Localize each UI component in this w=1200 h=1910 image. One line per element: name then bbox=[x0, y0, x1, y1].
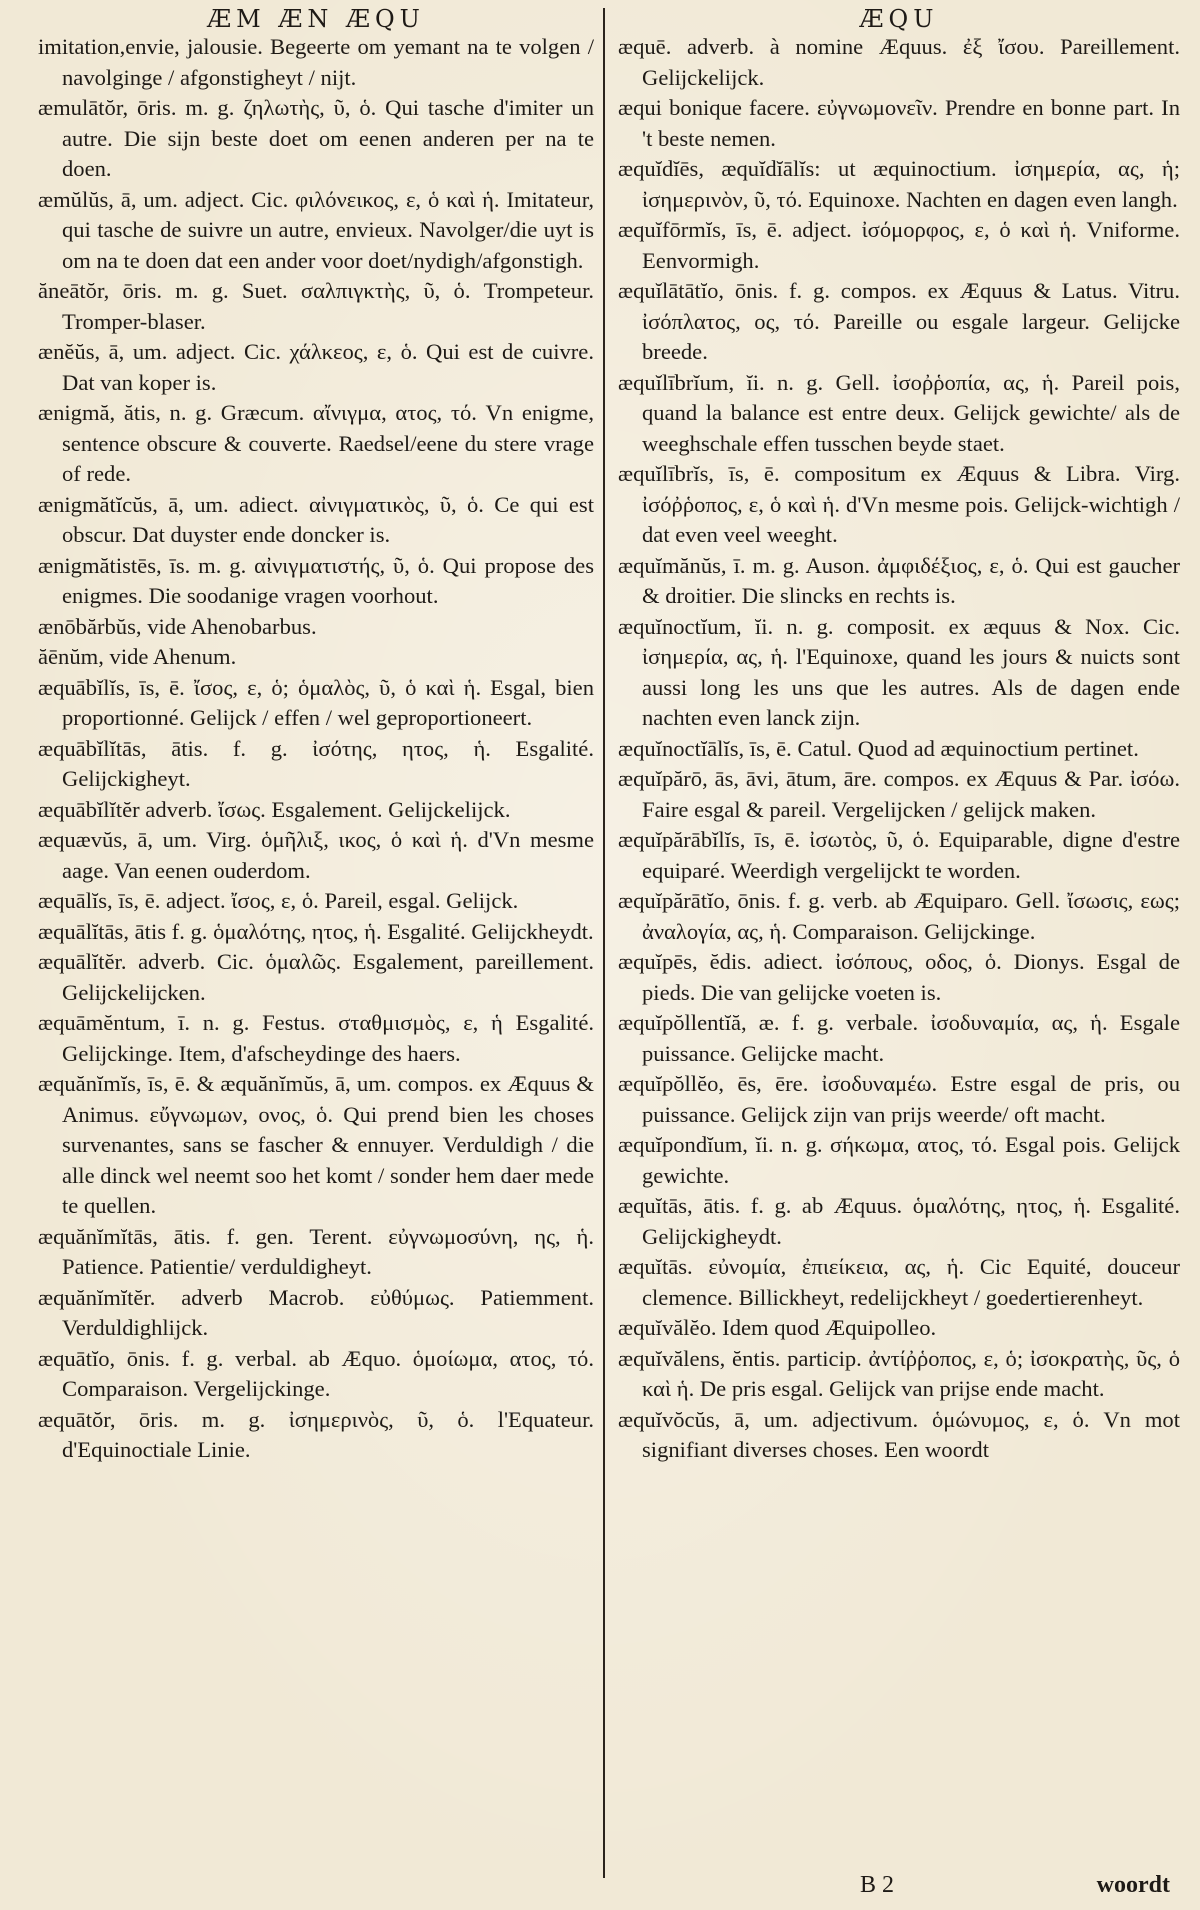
dictionary-entry: æquĭnoctĭālĭs, īs, ē. Catul. Quod ad æquinoctium pertinet. bbox=[618, 735, 1139, 761]
dictionary-entry: æquĭlātātĭo, ōnis. f. g. compos. ex Æquus & Latus. Vitru. ἰσόπλατος, ος, τό. Pareille ou esgale largeur. Gelijcke breede. bbox=[618, 278, 1180, 364]
dictionary-entry: æquĭpărātĭo, ōnis. f. g. verb. ab Æquiparo. Gell. ἴσωσις, εως; ἀναλογία, ας, ἡ. Comparaison. Gelijckinge. bbox=[618, 888, 1180, 944]
dictionary-entry: æquĭpondĭum, ĭi. n. g. σήκωμα, ατος, τό. Esgal pois. Gelijck gewichte. bbox=[618, 1132, 1180, 1188]
dictionary-entry: æquālĭtās, ātis f. g. ὁμαλότης, ητος, ἡ. Esgalité. Gelijckheydt. bbox=[38, 918, 594, 944]
dictionary-entry: æmŭlŭs, ā, um. adject. Cic. φιλόνεικος, ε, ὁ καὶ ἡ. Imitateur, qui tasche de suivre un autre, envieux. Navolger/die uyt is om na te doen dat een ander voor doet/nydigh/afgonstigh. bbox=[38, 186, 594, 273]
right-entry-list bbox=[618, 32, 1180, 1466]
dictionary-entry: æquālĭs, īs, ē. adject. ἴσος, ε, ὁ. Pareil, esgal. Gelijck. bbox=[38, 888, 519, 913]
dictionary-entry: æquănĭmĭtĕr. adverb Macrob. εὐθύμως. Patiemment. Verduldighlijck. bbox=[38, 1284, 594, 1340]
dictionary-entry: æquābĭlĭs, īs, ē. ἴσος, ε, ὁ; ὁμαλὸς, ῦ, ὁ καὶ ἡ. Esgal, bien proportionné. Gelijck / effen / wel geproportioneert. bbox=[38, 674, 594, 730]
dictionary-entry: æquănĭmĭs, īs, ē. & æquănĭmŭs, ā, um. compos. ex Æquus & Animus. εὔγνωμων, ονος, ὁ. Qui prend bien les choses survenantes, sans se fascher & ennuyer. Verduldigh / die alle dinck wel neemt soo het komt / sonder hem daer mede te quellen. bbox=[38, 1071, 594, 1218]
dictionary-entry: ăneātŏr, ōris. m. g. Suet. σαλπιγκτὴς, ῦ, ὁ. Trompeteur. Tromper-blaser. bbox=[38, 278, 594, 334]
dictionary-entry: æquālĭtĕr. adverb. Cic. ὁμαλῶς. Esgalement, pareillement. Gelijckelijcken. bbox=[38, 949, 594, 1005]
dictionary-entry: æquĭpărābĭlĭs, īs, ē. ἰσωτὸς, ῦ, ὁ. Equiparable, digne d'estre equiparé. Weerdigh vergelijckt te worden. bbox=[618, 827, 1180, 883]
dictionary-entry: æmulātŏr, ōris. m. g. ζηλωτὴς, ῦ, ὁ. Qui tasche d'imiter un autre. Die sijn beste doet om eenen anderen per na te doen. bbox=[38, 95, 594, 181]
dictionary-entry: æquĭtās, ātis. f. g. ab Æquus. ὁμαλότης, ητος, ἡ. Esgalité. Gelijckigheydt. bbox=[618, 1193, 1180, 1249]
right-column bbox=[610, 0, 1200, 1910]
dictionary-entry: æquĭpărō, ās, āvi, ātum, āre. compos. ex Æquus & Par. ἰσόω. Faire esgal & pareil. Vergelijcken / gelijck maken. bbox=[618, 766, 1180, 822]
dictionary-entry: æquănĭmĭtās, ātis. f. gen. Terent. εὐγνωμοσύνη, ης, ἡ. Patience. Patientie/ verduldigheyt. bbox=[38, 1223, 594, 1279]
dictionary-entry: ænĕŭs, ā, um. adject. Cic. χάλκεος, ε, ὁ. Qui est de cuivre. Dat van koper is. bbox=[38, 339, 594, 395]
dictionary-entry: æquævŭs, ā, um. Virg. ὁμῆλιξ, ικος, ὁ καὶ ἡ. d'Vn mesme aage. Van eenen ouderdom. bbox=[38, 827, 594, 883]
dictionary-entry: æquĭpŏllĕo, ēs, ēre. ἰσοδυναμέω. Estre esgal de pris, ou puissance. Gelijck zijn van prijs weerde/ oft macht. bbox=[618, 1071, 1180, 1127]
catchword: woordt bbox=[1096, 1872, 1170, 1898]
dictionary-entry: æquĭpēs, ĕdis. adiect. ἰσόπους, οδος, ὁ. Dionys. Esgal de pieds. Die van gelijcke voeten is. bbox=[618, 949, 1180, 1005]
dictionary-entry: æquĭlībrĭum, ĭi. n. g. Gell. ἰσοῤῥοπία, ας, ἡ. Pareil pois, quand la balance est entre deux. Gelijck gewichte/ als de weeghschale effen tusschen beyde staet. bbox=[618, 369, 1180, 456]
dictionary-entry: æquātŏr, ōris. m. g. ἰσημερινὸς, ῦ, ὁ. l'Equateur. d'Equinoctiale Linie. bbox=[38, 1406, 594, 1462]
column-divider bbox=[603, 8, 605, 1878]
dictionary-entry: ænōbărbŭs, vide Ahenobarbus. bbox=[38, 613, 317, 639]
left-entry-list bbox=[38, 32, 594, 1466]
dictionary-entry: æquĭvălĕo. Idem quod Æquipolleo. bbox=[618, 1315, 937, 1340]
dictionary-entry: æquĭdĭēs, æquĭdĭālĭs: ut æquinoctium. ἰσημερία, ας, ἡ; ἰσημερινὸν, ῦ, τό. Equinoxe. Nachten en dagen even langh. bbox=[618, 156, 1180, 212]
dictionary-entry: æquĭmănŭs, ī. m. g. Auson. ἀμφιδέξιος, ε, ὁ. Qui est gaucher & droitier. Die slincks en rechts is. bbox=[618, 552, 1180, 608]
dictionary-entry: æquĭnoctĭum, ĭi. n. g. composit. ex æquus & Nox. Cic. ἰσημερία, ας, ἡ. l'Equinoxe, quand les jours & nuicts sont aussi long les uns que les autres. Als de dagen ende nachten even lanck zijn. bbox=[618, 613, 1180, 730]
dictionary-entry: æquĭpŏllentĭă, æ. f. g. verbale. ἰσοδυναμία, ας, ἡ. Esgale puissance. Gelijcke macht. bbox=[618, 1010, 1180, 1066]
right-running-header: ÆQU bbox=[859, 5, 939, 33]
dictionary-entry: æquāmĕntum, ī. n. g. Festus. σταθμισμὸς, ε, ἡ Esgalité. Gelijckinge. Item, d'afscheydinge des haers. bbox=[38, 1010, 594, 1066]
signature-mark: B 2 bbox=[860, 1872, 895, 1898]
dictionary-entry: æquĭfōrmĭs, īs, ē. adject. ἰσόμορφος, ε, ὁ καὶ ἡ. Vniforme. Eenvormigh. bbox=[618, 217, 1180, 273]
dictionary-entry: æquē. adverb. à nomine Æquus. ἐξ ἴσου. Pareillement. Gelijckelijck. bbox=[618, 34, 1180, 90]
dictionary-entry: ænigmătĭcŭs, ā, um. adiect. αἰνιγματικὸς, ῦ, ὁ. Ce qui est obscur. Dat duyster ende doncker is. bbox=[38, 491, 594, 547]
dictionary-entry: æquātĭo, ōnis. f. g. verbal. ab Æquo. ὁμοίωμα, ατος, τό. Comparaison. Vergelijckinge. bbox=[38, 1345, 594, 1401]
dictionary-entry: æquĭtās. εὐνομία, ἐπιείκεια, ας, ἡ. Cic Equité, douceur clemence. Billickheyt, redelijckheyt / goedertierenheyt. bbox=[618, 1254, 1180, 1310]
dictionary-entry: ænigmă, ătis, n. g. Græcum. αἴνιγμα, ατος, τό. Vn enigme, sentence obscure & couverte. Raedsel/eene du stere vrage of rede. bbox=[38, 400, 594, 486]
dictionary-entry: imitation,envie, jalousie. Begeerte om yemant na te volgen / navolginge / afgonstigheyt / nijt. bbox=[38, 34, 594, 90]
left-running-header: ÆM ÆN ÆQU bbox=[207, 5, 425, 33]
dictionary-entry: æquĭlībrĭs, īs, ē. compositum ex Æquus & Libra. Virg. ἰσόῤῥοπος, ε, ὁ καὶ ἡ. d'Vn mesme pois. Gelijck-wichtigh / dat even veel weeght. bbox=[618, 461, 1180, 547]
dictionary-entry: ăēnŭm, vide Ahenum. bbox=[38, 644, 237, 669]
dictionary-entry: æquĭvălens, ĕntis. particip. ἀντίῤῥοπος, ε, ὁ; ἰσοκρατὴς, ῦς, ὁ καὶ ἡ. De pris esgal. Gelijck van prijse ende macht. bbox=[618, 1345, 1180, 1401]
dictionary-entry: æquābĭlĭtās, ātis. f. g. ἰσότης, ητος, ἡ. Esgalité. Gelijckigheyt. bbox=[38, 735, 594, 791]
dictionary-entry: æquĭvŏcŭs, ā, um. adjectivum. ὁμώνυμος, ε, ὁ. Vn mot signifiant diverses choses. Een woordt bbox=[618, 1406, 1180, 1462]
dictionary-entry: æqui bonique facere. εὐγνωμονεῖν. Prendre en bonne part. In 't beste nemen. bbox=[618, 95, 1180, 151]
dictionary-entry: æquābĭlĭtĕr adverb. ἴσως. Esgalement. Gelijckelijck. bbox=[38, 796, 511, 822]
page-footer bbox=[610, 1872, 1190, 1906]
dictionary-entry: ænigmătistēs, īs. m. g. αἰνιγματιστής, ῦ, ὁ. Qui propose des enigmes. Die soodanige vragen voorhout. bbox=[38, 552, 594, 608]
